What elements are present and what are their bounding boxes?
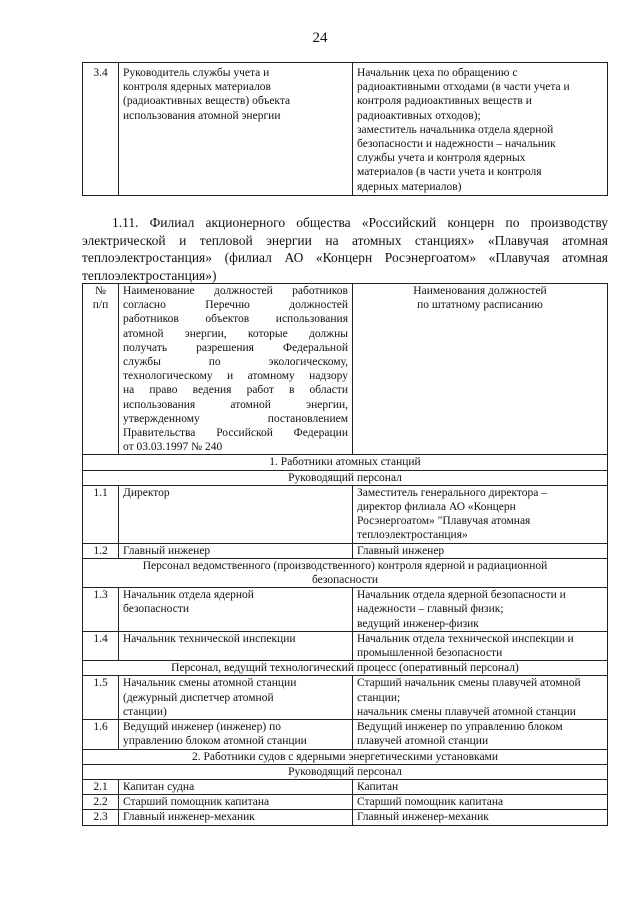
cell-line: Капитан [357, 780, 399, 793]
table-row [83, 631, 608, 660]
cell-line: директор филиала АО «Концерн [357, 501, 516, 514]
cell-line: станции) [123, 705, 167, 718]
cell-line: контроля ядерных материалов [123, 81, 271, 94]
staff-cell [353, 720, 608, 749]
row-number: 1.6 [83, 720, 119, 749]
cell-line: Персонал ведомственного (производственного) контроля ядерной и радиационной [142, 559, 548, 572]
header-staff [353, 284, 608, 455]
table-row [83, 485, 608, 543]
cell-line: Наименования должностей [413, 285, 547, 297]
cell-line: Главный инженер [357, 544, 445, 557]
cell-line: Начальник отдела ядерной безопасности и [357, 589, 566, 602]
cell-line: 1. Работники атомных станций [269, 456, 421, 469]
staff-cell [353, 795, 608, 810]
cell-line: по штатному расписанию [417, 299, 543, 312]
cell-line: радиоактивными отходами (в части учета и [357, 81, 570, 94]
cell-line: Заместитель генерального директора – [357, 486, 548, 499]
cell-line: Главный инженер-механик [357, 811, 489, 824]
section-row [83, 470, 608, 485]
position-cell [119, 588, 353, 632]
cell-line: теплоэлектростанция» [357, 529, 468, 542]
row-number: 2.3 [83, 810, 119, 825]
cell-line: Правительства Российской Федерации [123, 427, 348, 440]
staff-cell [353, 676, 608, 720]
cell-line: ведущий инженер-физик [357, 617, 479, 630]
cell-line: плавучей атомной станции [357, 735, 489, 748]
section-heading [82, 214, 608, 284]
cell-line: Начальник цеха по обращению с [357, 67, 518, 79]
cell-line: работников объектов использования [123, 313, 348, 326]
staff-cell [353, 631, 608, 660]
row-number: 1.2 [83, 543, 119, 558]
table-row [83, 588, 608, 632]
staff-cell [353, 543, 608, 558]
cell-line: № [95, 285, 106, 297]
section-row [83, 455, 608, 470]
cell-line: управлению блоком атомной станции [123, 735, 307, 748]
cell-line: заместитель начальника отдела ядерной [357, 123, 554, 136]
position-cell [119, 810, 353, 825]
row-number: 1.3 [83, 588, 119, 632]
header-position [119, 284, 353, 455]
cell-line: службы учета и контроля ядерных [357, 152, 526, 165]
position-cell [119, 631, 353, 660]
cell-line: начальник смены плавучей атомной станции [357, 705, 576, 718]
row-number: 1.1 [83, 485, 119, 543]
cell-line: Главный инженер [123, 544, 211, 557]
section-heading-text: 1.11. Филиал акционерного общества «Российский концерн по производству электрической и тепловой энергии на атомных станциях» «Плавучая атомная теплоэлектростанция» (филиал АО «Концерн Росэнергоатом» «Плавучая атомная теплоэлектростанция») [82, 215, 608, 283]
table-row [83, 543, 608, 558]
row-number: 1.4 [83, 631, 119, 660]
section-title [83, 558, 608, 587]
cell-line: службы по экологическому, [123, 356, 348, 369]
cell-line: Росэнергоатом» "Плавучая атомная [357, 515, 531, 528]
position-cell [119, 676, 353, 720]
cell-line: Руководящий персонал [288, 765, 402, 778]
staff-cell [353, 63, 608, 196]
cell-line: Ведущий инженер по управлению блоком [357, 721, 563, 734]
table-row [83, 676, 608, 720]
row-number: 2.1 [83, 779, 119, 794]
cell-line: п/п [92, 299, 109, 312]
cell-line: материалов (в части учета и контроля [357, 166, 542, 179]
position-cell [119, 795, 353, 810]
position-cell [119, 543, 353, 558]
section-row [83, 764, 608, 779]
table-row [83, 63, 608, 196]
cell-line: Начальник технической инспекции [123, 632, 296, 645]
cell-line: использования атомной энергии [123, 109, 281, 122]
section-row [83, 558, 608, 587]
section-title [83, 661, 608, 676]
table-row [83, 810, 608, 825]
staff-cell [353, 779, 608, 794]
cell-line: получать разрешения Федеральной [123, 341, 348, 354]
cell-line: Руководящий персонал [288, 471, 402, 484]
cell-line: Ведущий инженер (инженер) по [123, 721, 282, 734]
table-row [83, 779, 608, 794]
position-cell [119, 779, 353, 794]
cell-line: (дежурный диспетчер атомной [123, 691, 274, 704]
cell-line: 2. Работники судов с ядерными энергетическими установками [192, 750, 498, 763]
cell-line: использования атомной энергии, [123, 398, 348, 411]
cell-line: Старший помощник капитана [357, 796, 504, 809]
staff-cell [353, 588, 608, 632]
positions-table [82, 283, 608, 826]
cell-line: ядерных материалов) [357, 180, 462, 193]
cell-line: Руководитель службы учета и [123, 67, 270, 79]
row-number: 3.4 [83, 63, 119, 196]
cell-line: безопасности и надежности – начальник [357, 138, 556, 151]
cell-line: безопасности [311, 574, 378, 587]
cell-line: радиоактивных отходов); [357, 109, 481, 122]
continuation-table [82, 62, 608, 196]
page-number: 24 [312, 30, 328, 46]
cell-line: Начальник отдела ядерной [123, 589, 254, 602]
cell-line: (радиоактивных веществ) объекта [123, 95, 291, 108]
cell-line: Капитан судна [123, 780, 195, 793]
cell-line: Директор [123, 486, 170, 499]
section-title [83, 455, 608, 470]
section-title [83, 749, 608, 764]
position-cell [119, 485, 353, 543]
cell-line: промышленной безопасности [357, 647, 503, 660]
section-row [83, 749, 608, 764]
cell-line: Начальник смены атомной станции [123, 677, 297, 690]
table-row [83, 795, 608, 810]
cell-line: Старший начальник смены плавучей атомной [357, 677, 581, 690]
cell-line: от 03.03.1997 № 240 [123, 441, 223, 454]
cell-line: безопасности [123, 603, 190, 616]
header-num [83, 284, 119, 455]
cell-line: надежности – главный физик; [357, 603, 504, 616]
cell-line: Начальник отдела технической инспекции и [357, 632, 574, 645]
section-row [83, 661, 608, 676]
cell-line: атомной энергии, которые должны [123, 327, 348, 340]
cell-line: Персонал, ведущий технологический процесс (оперативный персонал) [171, 662, 519, 675]
table-row [83, 720, 608, 749]
cell-line: контроля радиоактивных веществ и [357, 95, 532, 108]
section-title [83, 764, 608, 779]
cell-line: технологическому и атомному надзору [123, 370, 348, 383]
cell-line: согласно Перечню должностей [123, 299, 348, 312]
positions-table-body [83, 284, 608, 826]
position-cell [119, 720, 353, 749]
row-number: 1.5 [83, 676, 119, 720]
section-title [83, 470, 608, 485]
cell-line: утвержденному постановлением [123, 412, 348, 425]
table-header-row [83, 284, 608, 455]
staff-cell [353, 485, 608, 543]
cell-line: Главный инженер-механик [123, 811, 255, 824]
row-number: 2.2 [83, 795, 119, 810]
cell-line: Старший помощник капитана [123, 796, 270, 809]
cell-line: Наименование должностей работников [123, 285, 348, 297]
cell-line: станции; [357, 691, 401, 704]
staff-cell [353, 810, 608, 825]
cell-line: на право ведения работ в области [123, 384, 348, 397]
position-cell [119, 63, 353, 196]
